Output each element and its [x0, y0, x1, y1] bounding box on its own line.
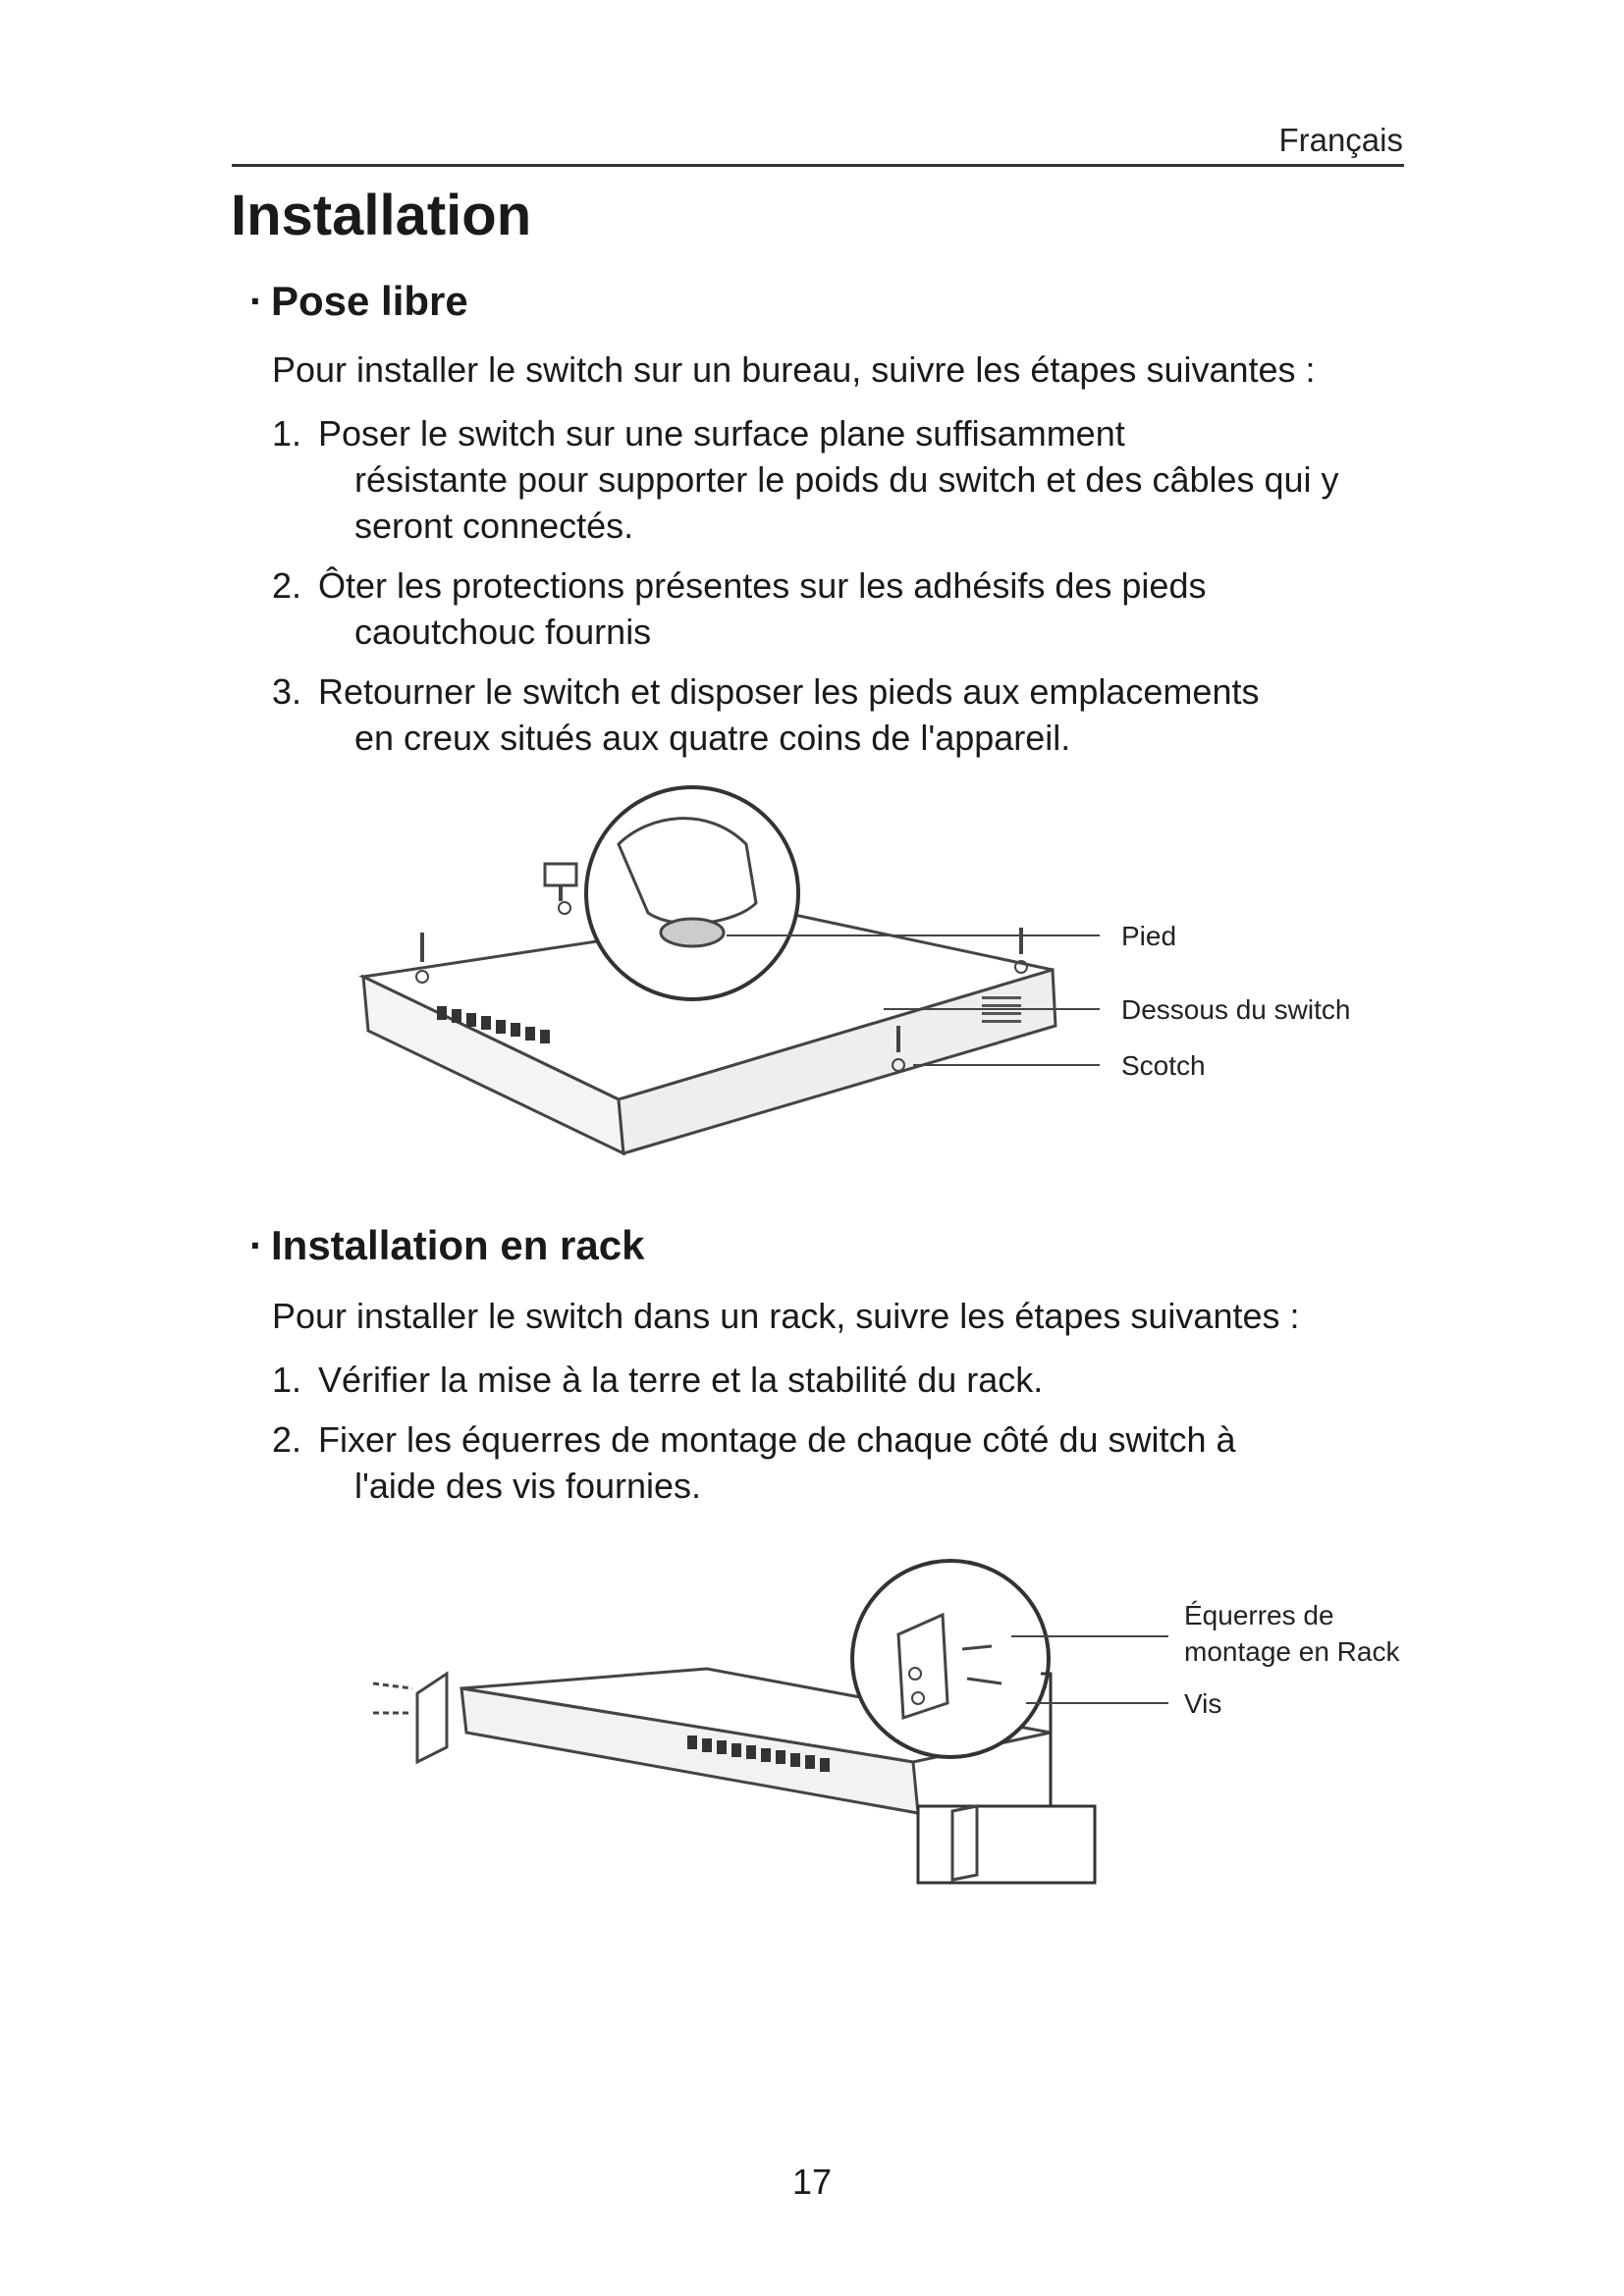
- steps-list-rack: [272, 1357, 1391, 1522]
- callout-dessous: Dessous du switch: [1121, 994, 1351, 1025]
- rack-mount-illustration: [363, 1556, 1424, 1909]
- section-intro: Pour installer le switch dans un rack, suivre les étapes suivantes :: [272, 1296, 1300, 1336]
- section-intro: Pour installer le switch sur un bureau, suivre les étapes suivantes :: [272, 349, 1316, 390]
- page-number: 17: [791, 2162, 833, 2202]
- callout-pied: Pied: [1121, 921, 1177, 951]
- callout-equerres-line2: montage en Rack: [1184, 1636, 1400, 1667]
- callout-equerres-line1: Équerres de: [1184, 1600, 1334, 1630]
- list-item: 1. Poser le switch sur une surface plane suffisamment résistante pour supporter le poids du switch et des câbles qui y seront connectés.: [272, 413, 1339, 546]
- callout-vis: Vis: [1184, 1688, 1222, 1719]
- section-title-pose-libre: · Pose libre: [249, 278, 468, 324]
- list-item: 2. Ôter les protections présentes sur les adhésifs des pieds caoutchouc fournis: [272, 565, 1207, 652]
- switch-feet-illustration: [353, 785, 1434, 1178]
- header-rule: [232, 164, 1404, 167]
- page-title: Installation: [231, 184, 532, 247]
- list-item: 2. Fixer les équerres de montage de chaque côté du switch à l'aide des vis fournies.: [272, 1419, 1236, 1506]
- callout-scotch: Scotch: [1121, 1050, 1206, 1081]
- section-title-rack: · Installation en rack: [249, 1222, 645, 1268]
- language-label: Français: [1278, 122, 1403, 158]
- list-item: 1. Vérifier la mise à la terre et la stabilité du rack.: [272, 1360, 1044, 1400]
- steps-list-pose-libre: [272, 410, 1391, 774]
- list-item: 3. Retourner le switch et disposer les pieds aux emplacements en creux situés aux quatre coins de l'appareil.: [272, 671, 1260, 758]
